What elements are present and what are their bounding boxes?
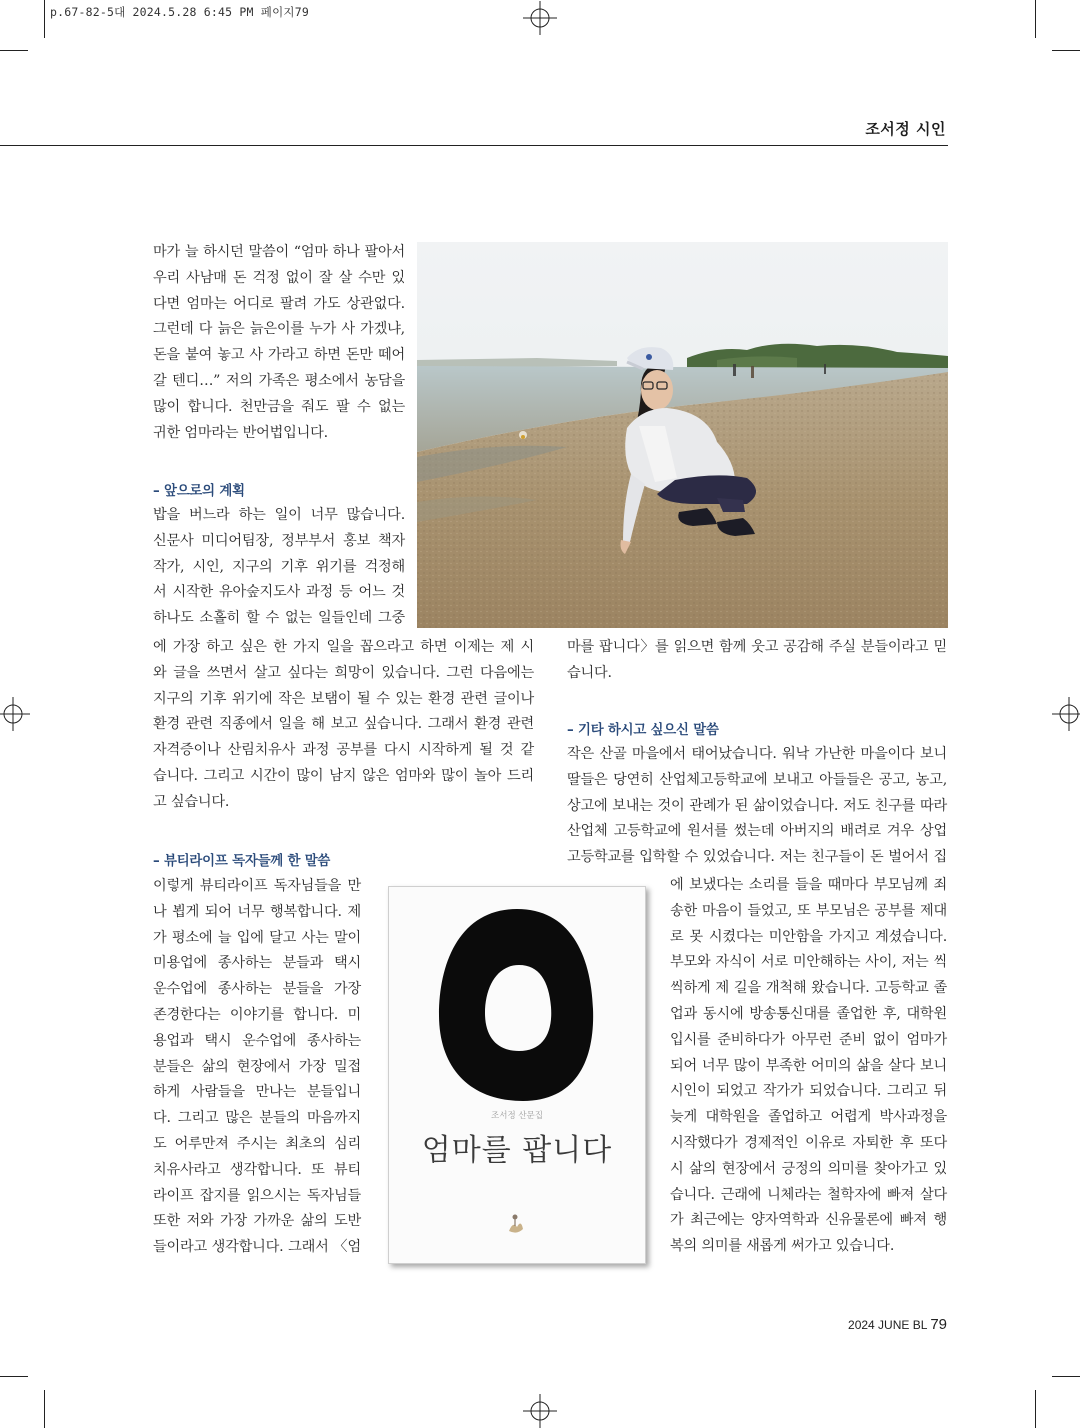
book-title: 엄마를 팝니다	[421, 1133, 613, 1168]
text-line: 신문사 미디어팀장, 정부부서 홍보 책자	[153, 532, 405, 549]
registration-mark-left	[0, 697, 30, 731]
paragraph-intro	[153, 240, 405, 446]
text-line: 고 싶습니다.	[153, 793, 230, 810]
book-cover-ring-graphic	[389, 887, 645, 1107]
crop-mark	[1052, 50, 1080, 51]
text-line: 귀한 엄마라는 반어법입니다.	[153, 424, 328, 441]
text-line: 씩하게 제 길을 개척해 왔습니다. 고등학교 졸	[670, 980, 947, 997]
paragraph-other-narrow	[670, 873, 947, 1260]
text-line: 와 글을 쓰면서 살고 싶다는 희망이 있습니다. 그런 다음에는	[153, 664, 534, 681]
text-line: 딸들은 당연히 산업체고등학교에 보내고 아들들은 공고, 농고,	[567, 771, 947, 788]
header-rule	[0, 145, 948, 146]
text-line: 우리 사남매 돈 걱정 없이 잘 살 수만 있	[153, 269, 405, 286]
book-subtitle: 조서정 산문집	[491, 1111, 543, 1121]
text-line: 늦게 대학원을 졸업하고 어렵게 박사과정을	[670, 1109, 947, 1126]
text-line: 존경한다는 이야기를 합니다. 미	[153, 1006, 361, 1023]
paragraph-plans-wide	[153, 635, 534, 816]
text-line: 하나도 소홀히 할 수 없는 일들인데 그중	[153, 610, 405, 627]
text-line: 에 보냈다는 소리를 들을 때마다 부모님께 죄	[670, 877, 947, 893]
text-line: 미용업에 종사하는 분들과 택시	[153, 955, 361, 972]
book-cover	[388, 886, 646, 1264]
text-line: 나 뵙게 되어 너무 행복합니다. 제	[153, 903, 361, 920]
text-line: 하게 사람들을 만나는 분들입니	[153, 1084, 361, 1101]
text-line: 습니다.	[567, 664, 612, 681]
crop-mark	[1035, 1390, 1036, 1428]
text-line: 습니다. 근래에 니체라는 철학자에 빠져 살다	[670, 1186, 947, 1203]
crop-mark	[0, 50, 28, 51]
text-line: 고등학교를 입학할 수 있었습니다. 저는 친구들이 돈 벌어서 집	[567, 849, 947, 866]
text-line: 상고에 보내는 것이 관례가 된 삶이었습니다. 저도 친구를 따라	[567, 797, 947, 814]
text-line: 마가 늘 하시던 말씀이 “엄마 하나 팔아서	[153, 244, 405, 260]
paragraph-readers-continued	[567, 635, 947, 687]
text-line: 작은 산골 마을에서 태어났습니다. 워낙 가난한 마을이다 보니	[567, 746, 947, 762]
text-line: 부모와 자식이 서로 미안해하는 사이, 저는 씩	[670, 954, 947, 971]
text-line: 밥을 버느라 하는 일이 너무 많습니다.	[153, 507, 405, 523]
text-line: 많이 합니다. 천만금을 줘도 팔 수 없는	[153, 398, 405, 415]
text-line: 분들은 삶의 현장에서 가장 밀접	[153, 1058, 361, 1075]
registration-mark-bottom	[523, 1394, 557, 1428]
text-line: 지구의 기후 위기에 작은 보탬이 될 수 있는 환경 관련 글이나	[153, 690, 534, 707]
footer-label: 2024 JUNE BL	[848, 1318, 927, 1332]
text-line: 돈을 붙여 놓고 사 가라고 하면 돈만 떼어	[153, 347, 405, 364]
page-footer	[848, 1316, 947, 1333]
heading-future-plans: – 앞으로의 계획	[153, 484, 245, 499]
book-illustration	[503, 1209, 529, 1237]
text-line: 시 삶의 현장에서 긍정의 의미를 찾아가고 있	[670, 1160, 947, 1177]
text-line: 서 시작한 유아숲지도사 과정 등 어느 것	[153, 584, 405, 601]
heading-other-remarks: – 기타 하시고 싶으신 말씀	[567, 723, 719, 738]
text-line: 시작했다가 경제적인 이유로 자퇴한 후 또다	[670, 1134, 947, 1151]
crop-mark	[1052, 1376, 1080, 1377]
text-line: 용업과 택시 운수업에 종사하는	[153, 1032, 361, 1049]
text-line: 복의 의미를 새롭게 써가고 있습니다.	[670, 1238, 895, 1255]
text-line: 작가, 시인, 지구의 기후 위기를 걱정해	[153, 558, 405, 575]
crop-mark	[0, 1376, 28, 1377]
text-line: 되어 너무 많이 부족한 어미의 삶을 살다 보니	[670, 1057, 947, 1074]
text-line: 습니다. 그리고 시간이 많이 남지 않은 엄마와 많이 놀아 드리	[153, 767, 534, 784]
text-line: 송한 마음이 들었고, 또 부모님은 공부를 제대	[670, 902, 947, 919]
text-line: 에 가장 하고 싶은 한 가지 일을 꼽으라고 하면 이제는 제 시	[153, 639, 534, 655]
print-slug: p.67-82-5대 2024.5.28 6:45 PM 페이지79	[50, 5, 309, 19]
text-line: 라이프 잡지를 읽으시는 독자님들	[153, 1187, 361, 1204]
text-line: 또한 저와 가장 가까운 삶의 도반	[153, 1213, 361, 1230]
text-line: 도 어루만져 주시는 최초의 심리	[153, 1135, 361, 1152]
text-line: 가 최근에는 양자역학과 신유물론에 빠져 행	[670, 1212, 947, 1229]
text-line: 가 평소에 늘 입에 달고 사는 말이	[153, 929, 361, 946]
text-line: 업과 동시에 방송통신대를 졸업한 후, 대학원	[670, 1005, 947, 1022]
text-line: 입시를 준비하다가 아무런 준비 없이 엄마가	[670, 1031, 947, 1048]
paragraph-readers	[153, 874, 361, 1261]
text-line: 환경 관련 직종에서 일을 해 보고 싶습니다. 그래서 환경 관련	[153, 716, 534, 733]
heading-message-to-readers: – 뷰티라이프 독자들께 한 말씀	[153, 854, 331, 869]
text-line: 로 못 시켰다는 미안함을 가지고 계셨습니다.	[670, 928, 947, 945]
text-line: 갈 텐디…” 저의 가족은 평소에서 농담을	[153, 372, 405, 389]
text-line: 이렇게 뷰티라이프 독자님들을 만	[153, 878, 361, 894]
crop-mark	[1035, 0, 1036, 38]
section-title: 조서정 시인	[865, 120, 946, 138]
registration-mark-right	[1052, 697, 1080, 731]
text-line: 그런데 다 늙은 늙은이를 누가 사 가겠냐,	[153, 321, 405, 338]
text-line: 들이라고 생각합니다. 그래서 〈엄	[153, 1239, 361, 1256]
paragraph-plans-narrow	[153, 503, 405, 632]
crop-mark	[44, 0, 45, 38]
registration-mark-top	[523, 1, 557, 35]
text-line: 마를 팝니다〉를 읽으면 함께 웃고 공감해 주실 분들이라고 믿	[567, 639, 947, 655]
beach-photo	[417, 242, 948, 628]
paragraph-other-wide	[567, 742, 947, 871]
text-line: 다면 엄마는 어디로 팔려 가도 상관없다.	[153, 295, 405, 312]
page-number: 79	[930, 1316, 947, 1333]
text-line: 다. 그리고 많은 분들의 마음까지	[153, 1110, 361, 1127]
text-line: 자격증이나 산림치유사 과정 공부를 다시 시작하게 될 것 같	[153, 742, 534, 759]
text-line: 치유사라고 생각합니다. 또 뷰티	[153, 1161, 361, 1178]
crop-mark	[44, 1390, 45, 1428]
text-line: 운수업에 종사하는 분들을 가장	[153, 981, 361, 998]
text-line: 산업체 고등학교에 원서를 썼는데 아버지의 배려로 겨우 상업	[567, 823, 947, 840]
text-line: 시인이 되었고 작가가 되었습니다. 그리고 뒤	[670, 1083, 947, 1100]
